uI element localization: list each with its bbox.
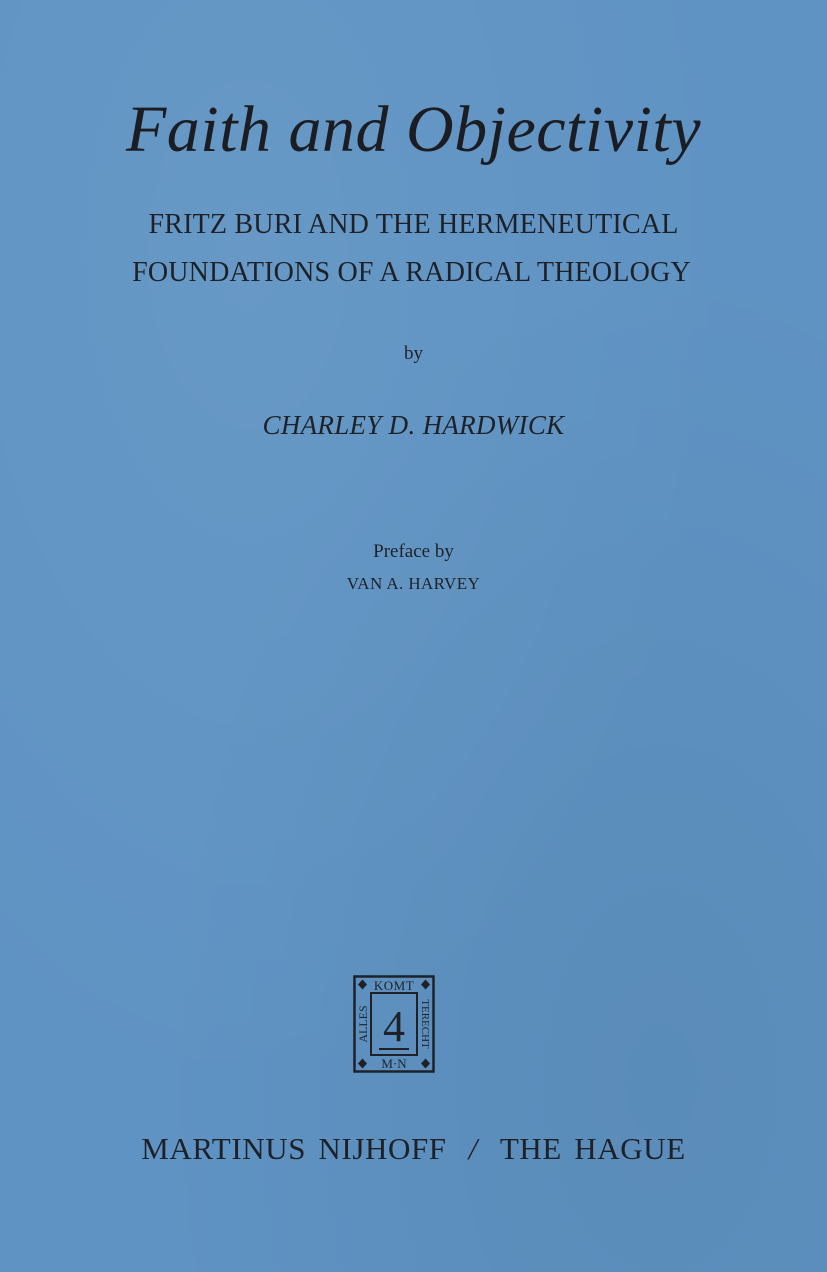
preface-author: VAN A. HARVEY <box>346 574 481 593</box>
publisher-line <box>0 1131 827 1167</box>
by-label: by <box>404 343 423 364</box>
emblem-bottom-text: M·N <box>381 1056 407 1071</box>
book-title: Faith and Objectivity <box>125 93 701 166</box>
publisher-emblem-icon <box>353 975 435 1073</box>
preface-label: Preface by <box>373 541 454 562</box>
publisher-separator: / <box>468 1131 478 1166</box>
subtitle-line-1: FRITZ BURI AND THE HERMENEUTICAL <box>148 209 679 240</box>
subtitle-line-2: FOUNDATIONS OF A RADICAL THEOLOGY <box>132 257 691 288</box>
emblem-right-text: TERECHT <box>419 999 431 1049</box>
emblem-top-text: KOMT <box>373 978 415 993</box>
publisher-city: THE HAGUE <box>499 1131 686 1166</box>
author-name: CHARLEY D. HARDWICK <box>262 410 565 440</box>
emblem-center-text: 4 <box>383 1002 405 1051</box>
publisher-name: MARTINUS NIJHOFF <box>141 1131 447 1166</box>
emblem-left-text: ALLES <box>356 1005 370 1043</box>
